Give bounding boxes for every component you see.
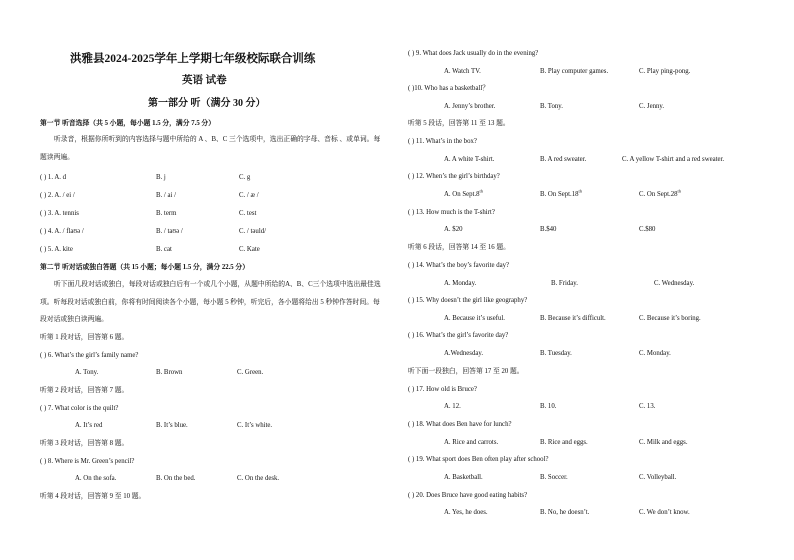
passage-5-prompt: 听第 5 段话，回答第 11 至 13 题。 (408, 120, 510, 127)
q12-option-a (444, 190, 483, 199)
q2-option-c: C. / æ / (239, 192, 259, 199)
q12-option-a-sup: th (479, 188, 484, 194)
q5-stem: ( ) 5. A. kite (40, 246, 73, 253)
q19-option-b: B. Soccer. (540, 474, 568, 481)
q17-option-b: B. 10. (540, 403, 557, 410)
q10-stem: ( )10. Who has a basketball？ (408, 85, 490, 92)
q8-option-b: B. On the bed. (156, 475, 196, 482)
q20-stem: ( ) 20. Does Bruce have good eating habits? (408, 492, 528, 499)
q12-stem: ( ) 12. When’s the girl’s birthday? (408, 173, 500, 180)
q17-option-a: A. 12. (444, 403, 461, 410)
q9-option-c: C. Play ping-pong. (639, 68, 691, 75)
q5-option-c: C. Kate (239, 246, 260, 253)
q4-option-b: B. / taʊə / (156, 228, 183, 235)
q18-option-a: A. Rice and carrots. (444, 439, 499, 446)
q12-option-c (639, 190, 681, 199)
q18-option-c: C. Milk and eggs. (639, 439, 688, 446)
q11-option-b: B. A red sweater. (540, 156, 587, 163)
q14-option-b: B. Friday. (551, 280, 578, 287)
q15-stem: ( ) 15. Why doesn’t the girl like geography? (408, 297, 528, 304)
q6-stem: ( ) 6. What’s the girl’s family name? (40, 352, 139, 359)
q16-option-b: B. Tuesday. (540, 350, 572, 357)
q14-stem: ( ) 14. What’s the boy’s favorite day? (408, 262, 510, 269)
q16-stem: ( ) 16. What’s the girl’s favorite day? (408, 332, 509, 339)
q11-option-a: A. A white T-shirt. (444, 156, 495, 163)
exam-subject: 英语 试卷 (182, 75, 227, 86)
q13-option-c: C.$80 (639, 226, 656, 233)
q18-option-b: B. Rice and eggs. (540, 439, 588, 446)
q12-option-b-text: B. On Sept.18 (540, 191, 579, 198)
q20-option-c: C. We don’t know. (639, 509, 690, 516)
q7-option-b: B. It’s blue. (156, 422, 188, 429)
passage-3-prompt: 听第 3 段对话，回答第 8 题。 (40, 440, 129, 447)
q10-option-b: B. Tony. (540, 103, 563, 110)
passage-7-prompt: 听下面一段独白，回答第 17 至 20 题。 (408, 368, 524, 375)
q3-stem: ( ) 3. A. tennis (40, 210, 79, 217)
q11-option-c: C. A yellow T-shirt and a red sweater. (622, 156, 725, 163)
section1-instructions: 听录音，根据你所听到的内容选择与题中所给的 A 、B、C 三个选项中，选出正确的字母、音标 、或单词。每题读两遍。 (40, 136, 381, 161)
q3-option-c: C. test (239, 210, 257, 217)
q7-option-c: C. It’s white. (237, 422, 273, 429)
q5-option-b: B. cat (156, 246, 172, 253)
q6-option-c: C. Green. (237, 369, 264, 376)
q13-option-b: B.$40 (540, 226, 557, 233)
section2-heading: 第二节 听对话或独白答题（共 15 小题；每小题 1.5 分，满分 22.5 分） (40, 264, 250, 271)
q12-option-c-text: C. On Sept.28 (639, 191, 678, 198)
q10-option-c: C. Jenny. (639, 103, 665, 110)
exam-title: 洪雅县2024-2025学年上学期七年级校际联合训练 (70, 53, 316, 65)
passage-4-prompt: 听第 4 段对话，回答第 9 至 10 题。 (40, 493, 146, 500)
q8-option-a: A. On the sofa. (75, 475, 117, 482)
q2-stem: ( ) 2. A. / ei / (40, 192, 75, 199)
passage-2-prompt: 听第 2 段对话，回答第 7 题。 (40, 387, 129, 394)
q12-option-a-text: A. On Sept.8 (444, 191, 480, 198)
q6-option-b: B. Brown (156, 369, 183, 376)
q18-stem: ( ) 18. What does Ben have for lunch? (408, 421, 512, 428)
part1-heading: 第一部分 听（满分 30 分） (148, 98, 266, 109)
q15-option-c: C. Because it’s boring. (639, 315, 701, 322)
section1-heading: 第一节 听音选择（共 5 小题，每小题 1.5 分，满分 7.5 分） (40, 120, 216, 127)
q6-option-a: A. Tony. (75, 369, 99, 376)
q14-option-a: A. Monday. (444, 280, 477, 287)
q13-option-a: A. $20 (444, 226, 463, 233)
q9-stem: ( ) 9. What does Jack usually do in the evening? (408, 50, 539, 57)
q1-option-b: B. j (156, 174, 166, 181)
q20-option-a: A. Yes, he does. (444, 509, 488, 516)
q17-stem: ( ) 17. How old is Bruce? (408, 386, 477, 393)
passage-6-prompt: 听第 6 段话，回答第 14 至 16 题。 (408, 244, 510, 251)
q16-option-a: A.Wednesday. (444, 350, 484, 357)
q14-option-c: C. Wednesday. (654, 280, 695, 287)
q16-option-c: C. Monday. (639, 350, 671, 357)
q20-option-b: B. No, he doesn’t. (540, 509, 590, 516)
q17-option-c: C. 13. (639, 403, 656, 410)
q19-option-c: C. Volleyball. (639, 474, 677, 481)
q1-option-c: C. g (239, 174, 251, 181)
passage-1-prompt: 听第 1 段对话，回答第 6 题。 (40, 334, 129, 341)
q19-option-a: A. Basketball. (444, 474, 483, 481)
q2-option-b: B. / ai / (156, 192, 177, 199)
q7-stem: ( ) 7. What color is the quilt? (40, 405, 119, 412)
q19-stem: ( ) 19. What sport does Ben often play after school? (408, 456, 549, 463)
q3-option-b: B. term (156, 210, 177, 217)
q8-option-c: C. On the desk. (237, 475, 280, 482)
q9-option-b: B. Play computer games. (540, 68, 609, 75)
q11-stem: ( ) 11. What’s in the box? (408, 138, 477, 145)
q12-option-c-sup: th (677, 188, 682, 194)
q4-option-c: C. / təuld/ (239, 228, 266, 235)
q4-stem: ( ) 4. A. / flaʊə / (40, 228, 84, 235)
q1-stem: ( ) 1. A. d (40, 174, 67, 181)
section2-instructions: 听下面几段对话或独白，每段对话或独白后有一个或几个小题，从题中所给的A、B、C三个选项中选出最佳选项。听每段对话或独白前，你将有时间阅读各个小题，每小题 5 秒钟，听完后，各小题将给出 5 秒钟作答时间。每段对话或独白读两遍。 (40, 281, 381, 323)
q15-option-a: A. Because it’s useful. (444, 315, 505, 322)
q15-option-b: B. Because it’s difficult. (540, 315, 606, 322)
q12-option-b (540, 190, 582, 199)
q7-option-a: A. It’s red (75, 422, 103, 429)
q8-stem: ( ) 8. Where is Mr. Green’s pencil? (40, 458, 135, 465)
q10-option-a: A. Jenny’s brother. (444, 103, 496, 110)
q13-stem: ( ) 13. How much is the T-shirt? (408, 209, 495, 216)
q12-option-b-sup: th (578, 188, 583, 194)
q9-option-a: A. Watch TV. (444, 68, 481, 75)
